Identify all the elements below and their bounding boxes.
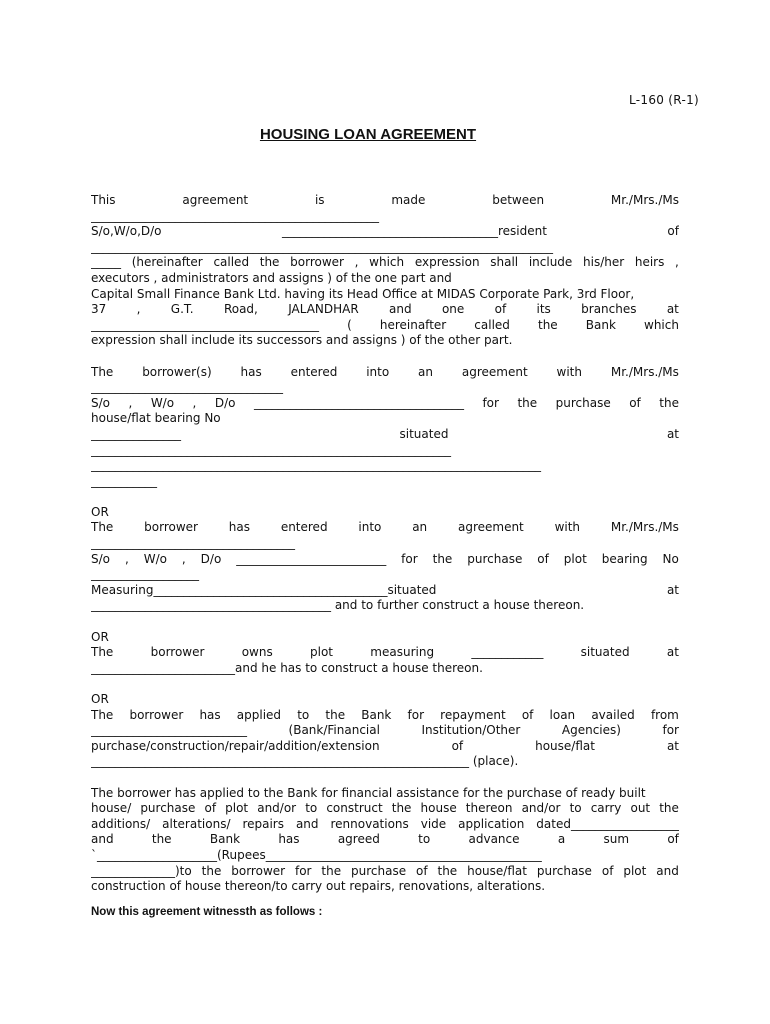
word: and xyxy=(389,302,412,317)
word: _________________________ xyxy=(236,551,387,566)
word: has xyxy=(278,832,300,847)
word: the xyxy=(325,707,346,722)
word: alterations/ xyxy=(162,816,231,831)
word: the xyxy=(151,832,172,847)
word: of xyxy=(521,707,534,722)
word: purchase xyxy=(555,395,611,410)
text-line: executors , administrators and assigns ) of the one part and xyxy=(91,270,452,285)
word: of xyxy=(667,832,679,847)
text-line: _____________________________________________________________________________ xyxy=(91,239,553,254)
paragraph-parties xyxy=(91,193,679,349)
word: borrower xyxy=(144,520,198,535)
word: Bank xyxy=(361,707,392,722)
word: branches xyxy=(581,302,637,317)
word: at xyxy=(666,738,679,753)
word: , xyxy=(192,395,197,410)
word: The xyxy=(91,707,114,722)
word: applied xyxy=(236,707,282,722)
word: called xyxy=(213,255,250,270)
paragraph-plot-purchase xyxy=(91,505,679,614)
word: (hereinafter xyxy=(131,255,203,270)
text-line: construction of house thereon/to carry out repairs, renovations, alterations. xyxy=(91,879,546,894)
word: Mr./Mrs./Ms xyxy=(610,364,679,379)
text-line xyxy=(91,302,679,318)
or-label: OR xyxy=(91,692,109,706)
word: Institution/Other xyxy=(421,723,521,738)
word: and xyxy=(91,832,114,847)
word: S/o,W/o,D/o xyxy=(91,224,162,239)
word: the xyxy=(201,863,222,878)
text-line: ___________________________________________________________________________ xyxy=(91,458,541,473)
word: his/her xyxy=(583,255,625,270)
word: agreement xyxy=(457,520,524,535)
word: purchase xyxy=(140,801,196,816)
word: W/o xyxy=(150,395,175,410)
word: application xyxy=(458,816,525,831)
word: situated xyxy=(399,426,449,441)
word: heirs xyxy=(634,255,665,270)
text-line: ________________________________ xyxy=(91,380,283,395)
word: Agencies) xyxy=(561,723,621,738)
word: an xyxy=(412,520,428,535)
word: purchase xyxy=(351,863,407,878)
word: agreed xyxy=(337,832,380,847)
word: an xyxy=(418,364,434,379)
word: and/or xyxy=(521,801,561,816)
word: of xyxy=(451,738,464,753)
witness-heading: Now this agreement witnessth as follows : xyxy=(91,905,323,918)
word: at xyxy=(666,426,679,441)
word: W/o xyxy=(143,551,167,566)
word: repayment xyxy=(440,707,506,722)
word: The xyxy=(91,364,114,379)
word: to xyxy=(305,801,318,816)
text-line: The borrower has applied to the Bank for financial assistance for the purchase of ready built xyxy=(91,785,646,800)
text-line xyxy=(91,193,679,209)
word: to xyxy=(297,707,310,722)
word: entered xyxy=(280,520,328,535)
text-line xyxy=(91,224,679,240)
word: and xyxy=(295,816,319,831)
word: of xyxy=(494,302,507,317)
word: called xyxy=(474,317,510,332)
word: has xyxy=(199,707,221,722)
word: Mr./Mrs./Ms xyxy=(610,193,679,207)
word: Bank xyxy=(209,832,241,847)
word: , xyxy=(675,255,679,270)
word: This xyxy=(91,193,116,207)
word: plot xyxy=(563,551,587,566)
word: ___________________________________ xyxy=(253,395,464,410)
text-line xyxy=(91,739,679,755)
text-line: Capital Small Finance Bank Ltd. having its Head Office at MIDAS Corporate Park, 3rd Floor, xyxy=(91,286,635,301)
word: borrower xyxy=(150,645,205,660)
word: carry xyxy=(590,801,622,816)
word: at xyxy=(666,582,679,597)
text-line xyxy=(91,583,679,599)
word: the xyxy=(391,801,412,816)
word: ______________________________________ xyxy=(91,317,319,332)
word: dated__________________ xyxy=(536,816,679,831)
word: measuring xyxy=(370,645,435,660)
text-line: ____________________________________________________________ xyxy=(91,442,451,457)
text-line xyxy=(91,396,679,412)
word: with xyxy=(554,520,581,535)
word: rennovations xyxy=(330,816,409,831)
word: the xyxy=(538,317,558,332)
word: made xyxy=(391,193,426,207)
word: ______________)to xyxy=(91,863,192,878)
document-body xyxy=(91,193,679,920)
word: to xyxy=(569,801,582,816)
word: include xyxy=(528,255,573,270)
word: the xyxy=(432,551,453,566)
word: advance xyxy=(468,832,520,847)
word: has xyxy=(240,364,262,379)
word: for xyxy=(294,863,312,878)
word: at xyxy=(666,302,679,317)
word: expression xyxy=(414,255,480,270)
text-line: ___________ xyxy=(91,473,157,488)
word: vide xyxy=(420,816,447,831)
word: Mr./Mrs./Ms xyxy=(610,520,679,535)
word: to xyxy=(418,832,431,847)
text-line: ________________________________________ and to further construct a house thereon. xyxy=(91,598,585,613)
word: ____________________________________resident xyxy=(281,224,547,239)
word: house/flat xyxy=(535,738,595,753)
word: borrower xyxy=(129,707,184,722)
word: JALANDHAR xyxy=(288,302,359,317)
word: D/o xyxy=(200,551,222,566)
word: , xyxy=(354,255,359,270)
text-line: __________________ xyxy=(91,567,199,582)
word: at xyxy=(666,645,679,660)
text-line: __________________________________ xyxy=(91,536,295,551)
text-line xyxy=(91,552,679,568)
word: , xyxy=(181,551,186,566)
word: from xyxy=(650,707,679,722)
word: plot xyxy=(310,645,334,660)
word: of xyxy=(629,395,641,410)
or-label: OR xyxy=(91,629,109,644)
word: loan xyxy=(549,707,576,722)
word: purchase xyxy=(467,551,523,566)
word: into xyxy=(358,520,382,535)
word: purchase/construction/repair/addition/extension xyxy=(91,738,380,753)
text-line xyxy=(91,832,679,848)
word: owns xyxy=(241,645,273,660)
word: additions/ xyxy=(91,816,151,831)
word: 37 xyxy=(91,302,107,317)
text-line xyxy=(91,318,679,334)
word: agreement xyxy=(182,193,249,207)
document-code: L-160 (R-1) xyxy=(628,93,699,107)
text-line xyxy=(91,801,679,817)
document-title: HOUSING LOAN AGREEMENT xyxy=(259,126,477,143)
word: and/or xyxy=(257,801,297,816)
word: plot xyxy=(623,863,647,878)
word: shall xyxy=(490,255,519,270)
text-line xyxy=(91,864,679,880)
word: has xyxy=(228,520,250,535)
text-line xyxy=(91,708,679,724)
text-line xyxy=(91,645,679,661)
word: house/flat xyxy=(467,863,527,878)
word: entered xyxy=(290,364,338,379)
word: availed xyxy=(591,707,635,722)
word: house xyxy=(420,801,457,816)
text-line xyxy=(91,520,679,536)
word: S/o xyxy=(91,551,111,566)
word: for xyxy=(407,707,425,722)
word: bearing xyxy=(601,551,648,566)
text-line xyxy=(91,255,679,271)
paragraph-loan-repayment xyxy=(91,692,679,770)
word: ( xyxy=(347,317,352,332)
word: the xyxy=(517,395,538,410)
text-line: ________________________________________________ xyxy=(91,208,379,223)
word: of xyxy=(537,551,549,566)
word: between xyxy=(492,193,545,207)
word: of xyxy=(416,863,428,878)
word: construct xyxy=(326,801,383,816)
text-line: house/flat bearing No xyxy=(91,411,221,426)
text-line: expression shall include its successors and assigns ) of the other part. xyxy=(91,333,513,348)
word: ____________ xyxy=(471,645,544,660)
word: the xyxy=(659,395,679,410)
word: repairs xyxy=(242,816,284,831)
word: into xyxy=(366,364,390,379)
or-label: OR xyxy=(91,504,109,519)
word: is xyxy=(314,193,325,207)
word: the xyxy=(659,801,679,816)
word: of xyxy=(204,801,217,816)
word: the xyxy=(259,255,280,270)
word: out xyxy=(630,801,651,816)
word: Measuring_______________________________________situated xyxy=(91,582,437,597)
word: for xyxy=(662,723,679,738)
word: _______________ xyxy=(91,426,181,441)
word: (Bank/Financial xyxy=(288,723,380,738)
text-line: ________________________and he has to construct a house thereon. xyxy=(91,660,483,675)
word: with xyxy=(556,364,582,379)
word: sum xyxy=(603,832,630,847)
text-line xyxy=(91,817,679,833)
word: purchase xyxy=(536,863,592,878)
word: _____ xyxy=(91,255,121,270)
word: for xyxy=(401,551,418,566)
word: Bank xyxy=(585,317,616,332)
word: one xyxy=(441,302,465,317)
word: S/o xyxy=(91,395,111,410)
text-line: `____________________(Rupees______________________________________________ xyxy=(91,847,542,862)
word: a xyxy=(557,832,566,847)
word: thereon xyxy=(465,801,513,816)
word: its xyxy=(536,302,551,317)
word: The xyxy=(91,645,114,660)
word: G.T. xyxy=(170,302,194,317)
word: for xyxy=(482,395,499,410)
word: the xyxy=(321,863,342,878)
word: which xyxy=(369,255,405,270)
word: borrower xyxy=(290,255,344,270)
word: situated xyxy=(580,645,630,660)
word: __________________________ xyxy=(91,723,247,738)
text-line: _______________________________________________________________ (place). xyxy=(91,754,519,769)
word: No xyxy=(662,551,679,566)
word: which xyxy=(644,317,679,332)
word: agreement xyxy=(461,364,528,379)
word: Road, xyxy=(223,302,258,317)
paragraph-financial-assistance xyxy=(91,786,679,895)
word: hereinafter xyxy=(379,317,447,332)
word: and xyxy=(656,863,679,878)
text-line xyxy=(91,723,679,739)
word: D/o xyxy=(214,395,236,410)
paragraph-owns-plot xyxy=(91,630,679,677)
word: , xyxy=(128,395,133,410)
paragraph-house-purchase xyxy=(91,365,679,490)
word: of xyxy=(601,863,614,878)
word: , xyxy=(136,302,141,317)
word: plot xyxy=(225,801,249,816)
word: borrower(s) xyxy=(142,364,212,379)
word: , xyxy=(124,551,129,566)
word: borrower xyxy=(231,863,286,878)
word: of xyxy=(667,224,679,239)
text-line xyxy=(91,365,679,381)
word: house/ xyxy=(91,801,132,816)
text-line xyxy=(91,427,679,443)
word: the xyxy=(437,863,458,878)
word: The xyxy=(91,520,114,535)
